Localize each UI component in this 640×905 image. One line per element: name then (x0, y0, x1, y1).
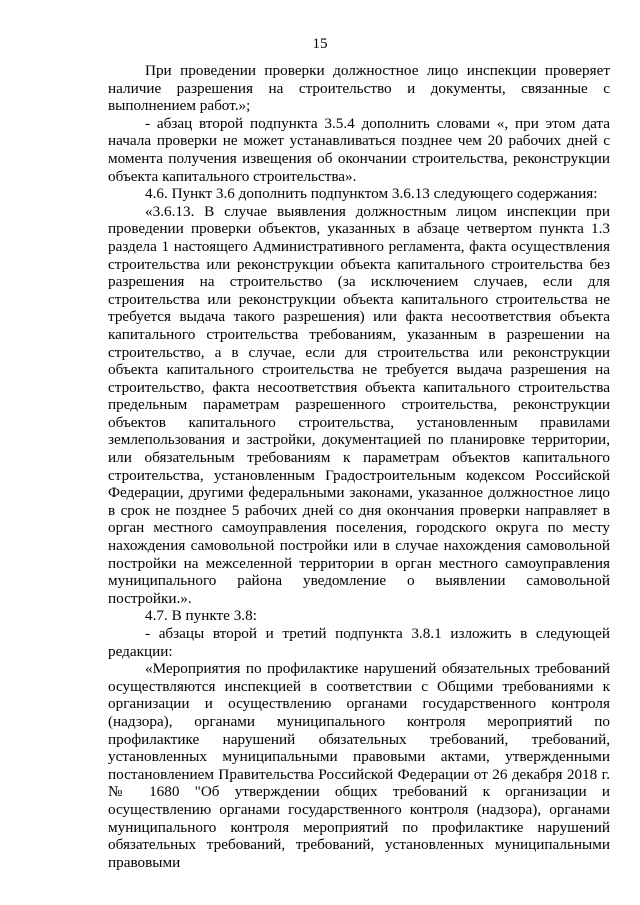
paragraph-inspection-check: При проведении проверки должностное лицо инспекции проверяет наличие разрешения на строительство и документы, связанные с выполнением работ.»; (108, 62, 610, 115)
paragraph-prevention-measures: «Мероприятия по профилактике нарушений обязательных требований осуществляются инспекцией в соответствии с Общими требованиями к организации и осуществлению органами государственного контроля (надзора), органами муниципального контроля мероприятий по профилактике нарушений обязательных требований, требований, установленных муниципальными правовыми актами, утвержденными постановлением Правительства Российской Федерации от 26 декабря 2018 г. № 1680 "Об утверждении общих требований к организации и осуществлению органами государственного контроля (надзора), органами муниципального контроля мероприятий по профилактике нарушений обязательных требований, требований, установленных муниципальными правовыми (108, 660, 610, 871)
paragraph-point-4-7: 4.7. В пункте 3.8: (145, 607, 257, 625)
paragraph-amend-3-8-1: - абзацы второй и третий подпункта 3.8.1 изложить в следующей редакции: (108, 625, 610, 660)
page-number: 15 (312, 36, 328, 52)
paragraph-point-4-6: 4.6. Пункт 3.6 дополнить подпунктом 3.6.13 следующего содержания: (145, 185, 598, 203)
document-body (108, 62, 610, 871)
paragraph-amend-3-5-4: - абзац второй подпункта 3.5.4 дополнить словами «, при этом дата начала проверки не может устанавливаться позднее чем 20 рабочих дней с момента получения извещения об окончании строительства, реконструкции объекта капитального строительства». (108, 114, 610, 185)
paragraph-subpoint-3-6-13: «3.6.13. В случае выявления должностным лицом инспекции при проведении проверки объектов, указанных в абзаце четвертом пункта 1.3 раздела 1 настоящего Административного регламента, факта осуществления строительства или реконструкции объекта капитального строительства без разрешения на строительство (за исключением случаев, если для строительства или реконструкции объекта капитального строительства не требуется выдача такого разрешения) или факта несоответствия объекта капитального строительства требованиям, указанным в разрешении на строительство, а в случае, если для строительства или реконструкции объекта капитального строительства не требуется выдача разрешения на строительство, факта несоответствия объекта капитального строительства предельным параметрам разрешенного строительства, реконструкции объектов капитального строительства, установленным правилами землепользования и застройки, документацией по планировке территории, или обязательным требованиям к параметрам объектов капитального строительства, установленным Градостроительным кодексом Российской Федерации, другими федеральными законами, указанное должностное лицо в срок не позднее 5 рабочих дней со дня окончания проверки направляет в орган местного самоуправления поселения, городского округа по месту нахождения самовольной постройки или в случае нахождения самовольной постройки на межселенной территории в орган местного самоуправления муниципального района уведомление о выявлении самовольной постройки.». (108, 202, 610, 607)
